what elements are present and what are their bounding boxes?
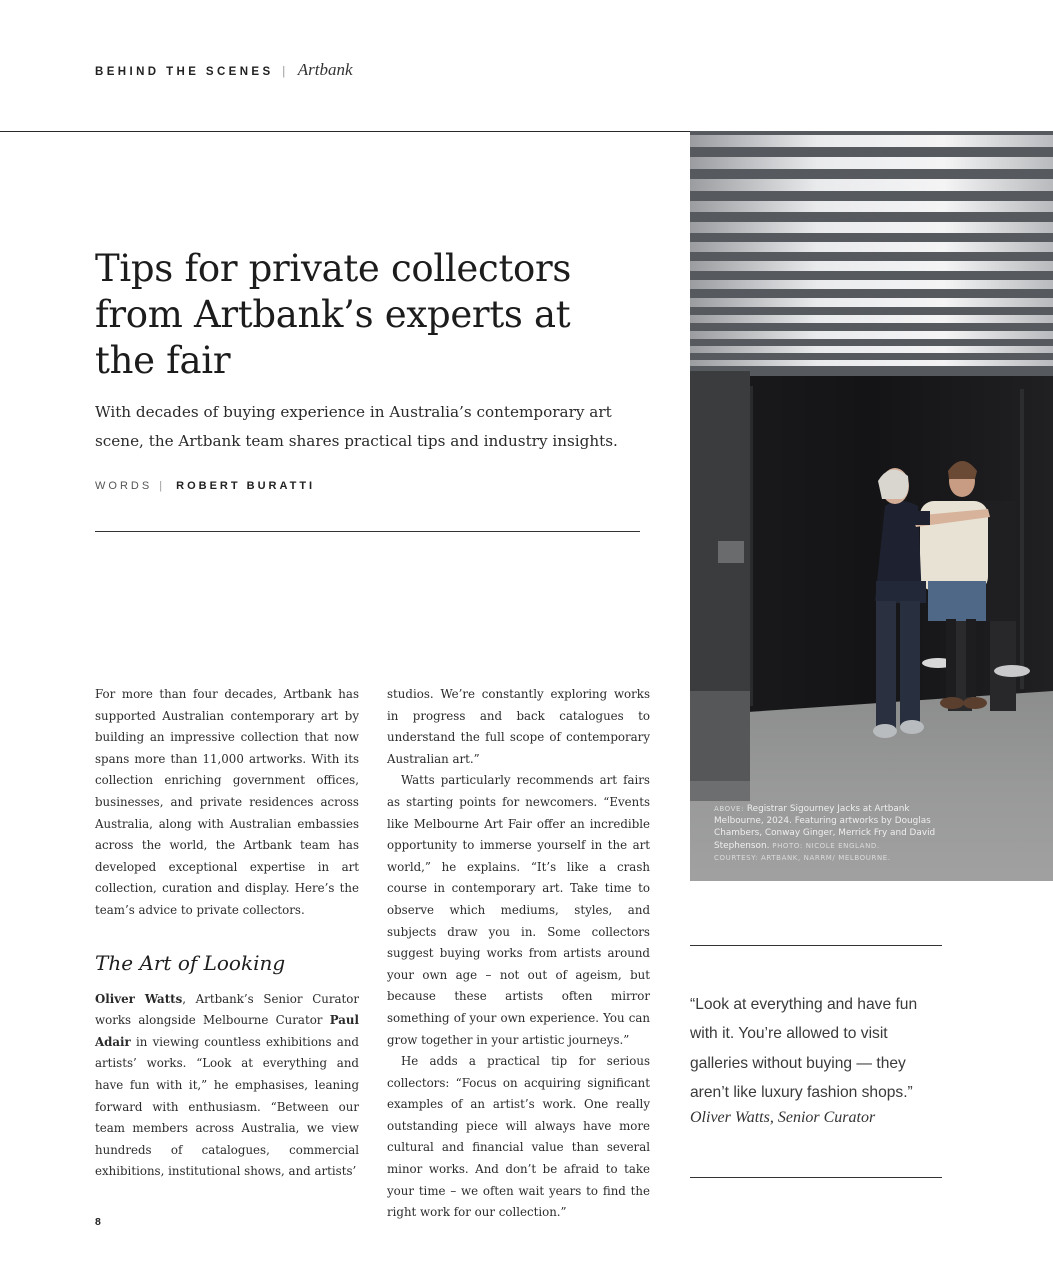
pullquote-rule-top bbox=[690, 945, 942, 946]
byline-label: WORDS bbox=[95, 480, 153, 492]
intro-paragraph: For more than four decades, Artbank has supported Australian contemporary art by building an impressive collection that now spans more than 11,000 artworks. With its collection enriching government offices, businesses, and private residences across Australia, along with Australian embassies across the world, the Artbank team has developed exceptional expertise in art collection, curation and display. Here’s the team’s advice to private collectors. bbox=[95, 687, 359, 917]
paragraph-4: He adds a practical tip for serious collectors: “Focus on acquiring significant examples of an artist’s work. One really outstanding piece will always have more cultural and financial value than several minor works. And don’t be afraid to take your time – we often wait years to find the right work for our collection.” bbox=[387, 1054, 650, 1220]
page-number: 8 bbox=[95, 1216, 101, 1228]
section-label: BEHIND THE SCENES bbox=[95, 66, 274, 78]
pullquote-attribution: Oliver Watts, Senior Curator bbox=[690, 1109, 876, 1126]
article-title: Tips for private collectors from Artbank’s experts at the fair bbox=[95, 247, 572, 382]
paragraph-3: Watts particularly recommends art fairs as starting points for newcomers. “Events like Melbourne Art Fair offer an incredible opportunity to immerse yourself in the art world,” he explains. “It’s like a crash course in contemporary art. Take time to observe which mediums, styles, and subjects draw you in. Some collectors suggest buying works from artists around your own age – not out of ageism, but because these artists often mirror something of your own experience. You can grow together in your artistic journeys.” bbox=[387, 773, 650, 1047]
paragraph-2-text-b: in viewing countless exhibitions and artists’ works. “Look at everything and have fun with it,” he emphasises, leaning forward with enthusiasm. “Between our team members across Australia, we view hundreds of catalogues, commercial exhibitions, institutional shows, and artists’ bbox=[95, 1034, 359, 1179]
section-kicker bbox=[95, 60, 353, 80]
byline-separator: | bbox=[159, 480, 163, 492]
caption-label: ABOVE: bbox=[714, 805, 745, 813]
byline bbox=[95, 480, 315, 492]
pullquote-text: “Look at everything and have fun with it. You’re allowed to visit galleries without buying — they aren’t like luxury fashion shops.” bbox=[690, 996, 918, 1102]
body-column-2 bbox=[387, 684, 650, 1224]
body-column-1 bbox=[95, 684, 359, 1183]
paragraph-2-continued: studios. We’re constantly exploring works in progress and back catalogues to understand the full scope of contemporary Australian art.” bbox=[387, 687, 650, 766]
feature-photo bbox=[690, 131, 1053, 881]
photo-caption bbox=[714, 803, 942, 864]
name-paul-adair: Paul Adair bbox=[95, 1013, 359, 1049]
caption-text: Registrar Sigourney Jacks at Artbank Melbourne, 2024. Featuring artworks by Douglas Chambers, Conway Ginger, Merrick Fry and David Stephenson. bbox=[714, 804, 936, 851]
brand-name: Artbank bbox=[297, 60, 353, 79]
title-divider bbox=[95, 531, 640, 532]
subheading: The Art of Looking bbox=[95, 950, 286, 975]
name-oliver-watts: Oliver Watts bbox=[95, 991, 183, 1006]
courtesy-line: COURTESY: ARTBANK, NARRM/ MELBOURNE. bbox=[714, 853, 891, 862]
paragraph-2 bbox=[95, 989, 359, 1183]
kicker-separator: | bbox=[282, 66, 286, 78]
paragraph-2-text-a: , Artbank’s Senior Curator works alongside Melbourne Curator bbox=[95, 991, 359, 1028]
photo-credit: PHOTO: NICOLE ENGLAND. bbox=[769, 841, 880, 850]
pullquote-rule-bottom bbox=[690, 1177, 942, 1178]
standfirst: With decades of buying experience in Australia’s contemporary art scene, the Artbank team shares practical tips and industry insights. bbox=[95, 403, 618, 450]
author-name: ROBERT BURATTI bbox=[176, 480, 316, 492]
